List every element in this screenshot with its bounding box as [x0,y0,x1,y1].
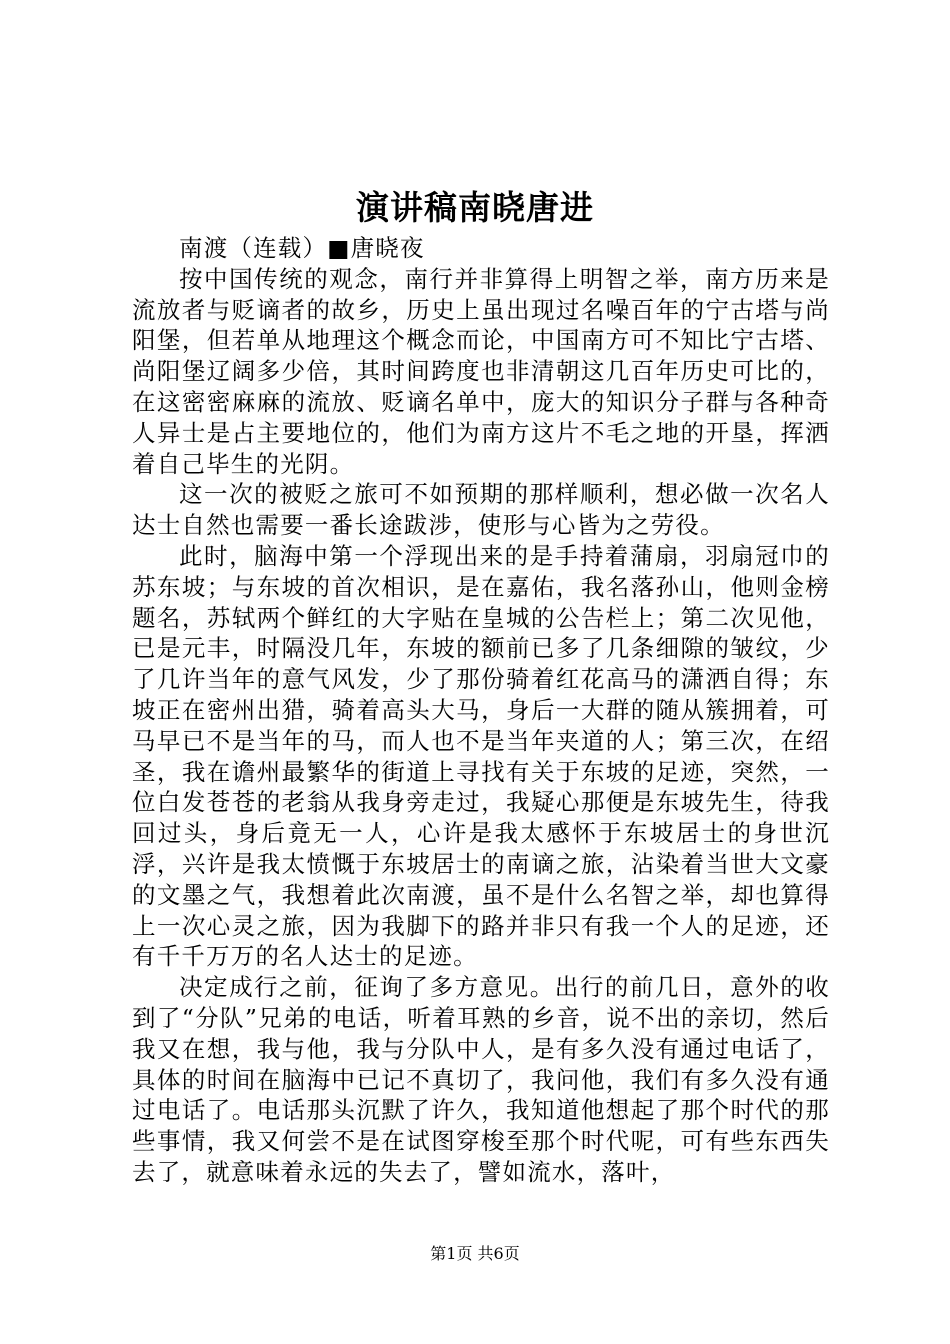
document-body [132,233,830,1188]
paragraph-3: 此时，脑海中第一个浮现出来的是手持着蒲扇，羽扇冠巾的苏东坡；与东坡的首次相识，是在嘉佑，我名落孙山，他则金榜题名，苏轼两个鲜红的大字贴在皇城的公告栏上；第二次见他，已是元丰，时隔没几年，东坡的额前已多了几条细隙的皱纹，少了几许当年的意气风发，少了那份骑着红花高马的潇洒自得；东坡正在密州出猎，骑着高头大马，身后一大群的随从簇拥着，可马早已不是当年的马，而人也不是当年夹道的人；第三次，在绍圣，我在谵州最繁华的街道上寻找有关于东坡的足迹，突然，一位白发苍苍的老翁从我身旁走过，我疑心那便是东坡先生，待我回过头，身后竟无一人，心许是我太感怀于东坡居士的身世沉浮，兴许是我太愤慨于东坡居士的南谪之旅，沾染着当世大文豪的文墨之气，我想着此次南渡，虽不是什么名智之举，却也算得上一次心灵之旅，因为我脚下的路并非只有我一个人的足迹，还有千千万万的名人达士的足迹。 [132,541,830,971]
byline: 南渡（连载）■唐晓夜 [179,234,425,262]
paragraph-2: 这一次的被贬之旅可不如预期的那样顺利，想必做一次名人达士自然也需要一番长途跋涉，使形与心皆为之劳役。 [132,480,830,540]
paragraph-4: 决定成行之前，征询了多方意见。出行的前几日，意外的收到了“分队”兄弟的电话，听着耳熟的乡音，说不出的亲切，然后我又在想，我与他，我与分队中人，是有多久没有通过电话了，具体的时间在脑海中已记不真切了，我问他，我们有多久没有通过电话了。电话那头沉默了许久，我知道他想起了那个时代的那些事情，我又何尝不是在试图穿梭至那个时代呢，可有些东西失去了，就意味着永远的失去了，譬如流水，落叶， [132,973,830,1186]
page-number-footer: 第1页 共6页 [430,1244,520,1263]
document-title: 演讲稿南晓唐进 [356,188,594,227]
paragraph-1: 按中国传统的观念，南行并非算得上明智之举，南方历来是流放者与贬谪者的故乡，历史上虽出现过名噪百年的宁古塔与尚阳堡，但若单从地理这个概念而论，中国南方可不知比宁古塔、尚阳堡辽阔多少倍，其时间跨度也非清朝这几百年历史可比的，在这密密麻麻的流放、贬谪名单中，庞大的知识分子群与各种奇人异士是占主要地位的，他们为南方这片不毛之地的开垦，挥洒着自己毕生的光阴。 [132,264,830,478]
